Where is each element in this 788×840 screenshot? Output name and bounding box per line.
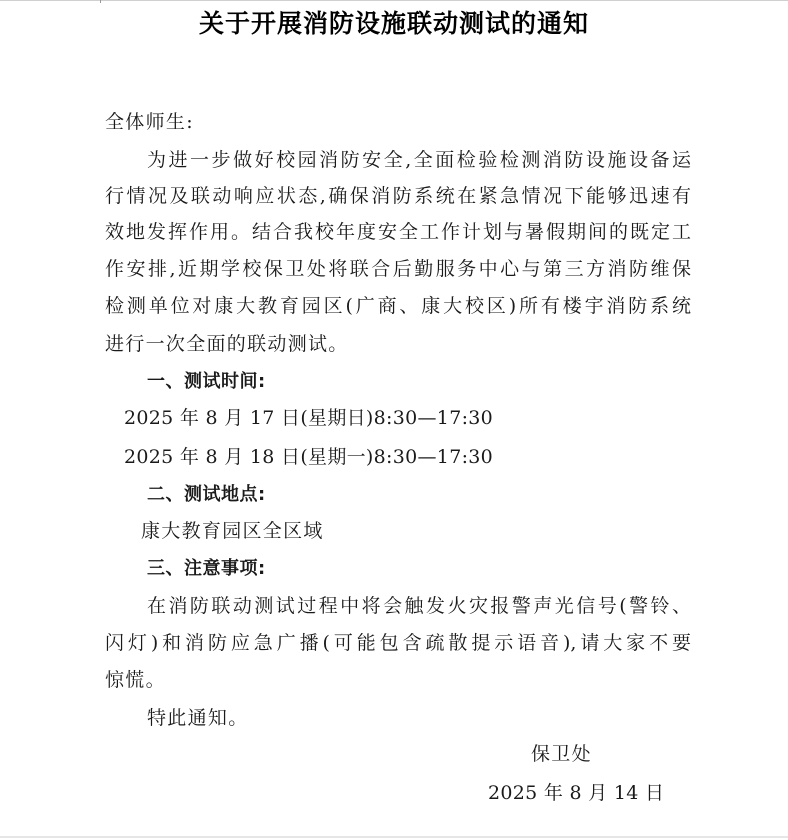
intro-line-4: 作安排,近期学校保卫处将联合后勤服务中心与第三方消防维保 <box>105 258 691 280</box>
signature-date: 2025 年 8 月 14 日 <box>488 782 665 804</box>
bottom-divider <box>0 836 788 838</box>
notes-line-1: 在消防联动测试过程中将会触发火灾报警声光信号(警铃、 <box>147 595 691 617</box>
time-line-1: 2025 年 8 月 17 日(星期日)8:30—17:30 <box>124 407 494 429</box>
signature-department: 保卫处 <box>531 743 592 765</box>
intro-line-5: 检测单位对康大教育园区(广商、康大校区)所有楼宇消防系统 <box>105 295 691 317</box>
salutation: 全体师生: <box>105 111 194 133</box>
top-tick-mark <box>100 0 101 3</box>
intro-line-2: 行情况及联动响应状态,确保消防系统在紧急情况下能够迅速有 <box>105 185 691 207</box>
time-line-2: 2025 年 8 月 18 日(星期一)8:30—17:30 <box>124 446 494 468</box>
notes-line-2: 闪灯)和消防应急广播(可能包含疏散提示语音),请大家不要 <box>105 632 691 654</box>
location-text: 康大教育园区全区域 <box>141 520 324 542</box>
intro-line-6: 进行一次全面的联动测试。 <box>105 333 349 355</box>
intro-line-3: 效地发挥作用。结合我校年度安全工作计划与暑假期间的既定工 <box>105 221 691 243</box>
intro-line-1: 为进一步做好校园消防安全,全面检验检测消防设施设备运 <box>147 149 691 171</box>
notes-line-3: 惊慌。 <box>105 669 166 691</box>
top-divider <box>0 0 788 1</box>
closing-text: 特此通知。 <box>147 707 249 729</box>
time-heading: 一、测试时间: <box>147 371 266 392</box>
location-heading: 二、测试地点: <box>147 484 266 505</box>
document-title: 关于开展消防设施联动测试的通知 <box>198 9 589 38</box>
notes-heading: 三、注意事项: <box>147 558 266 579</box>
